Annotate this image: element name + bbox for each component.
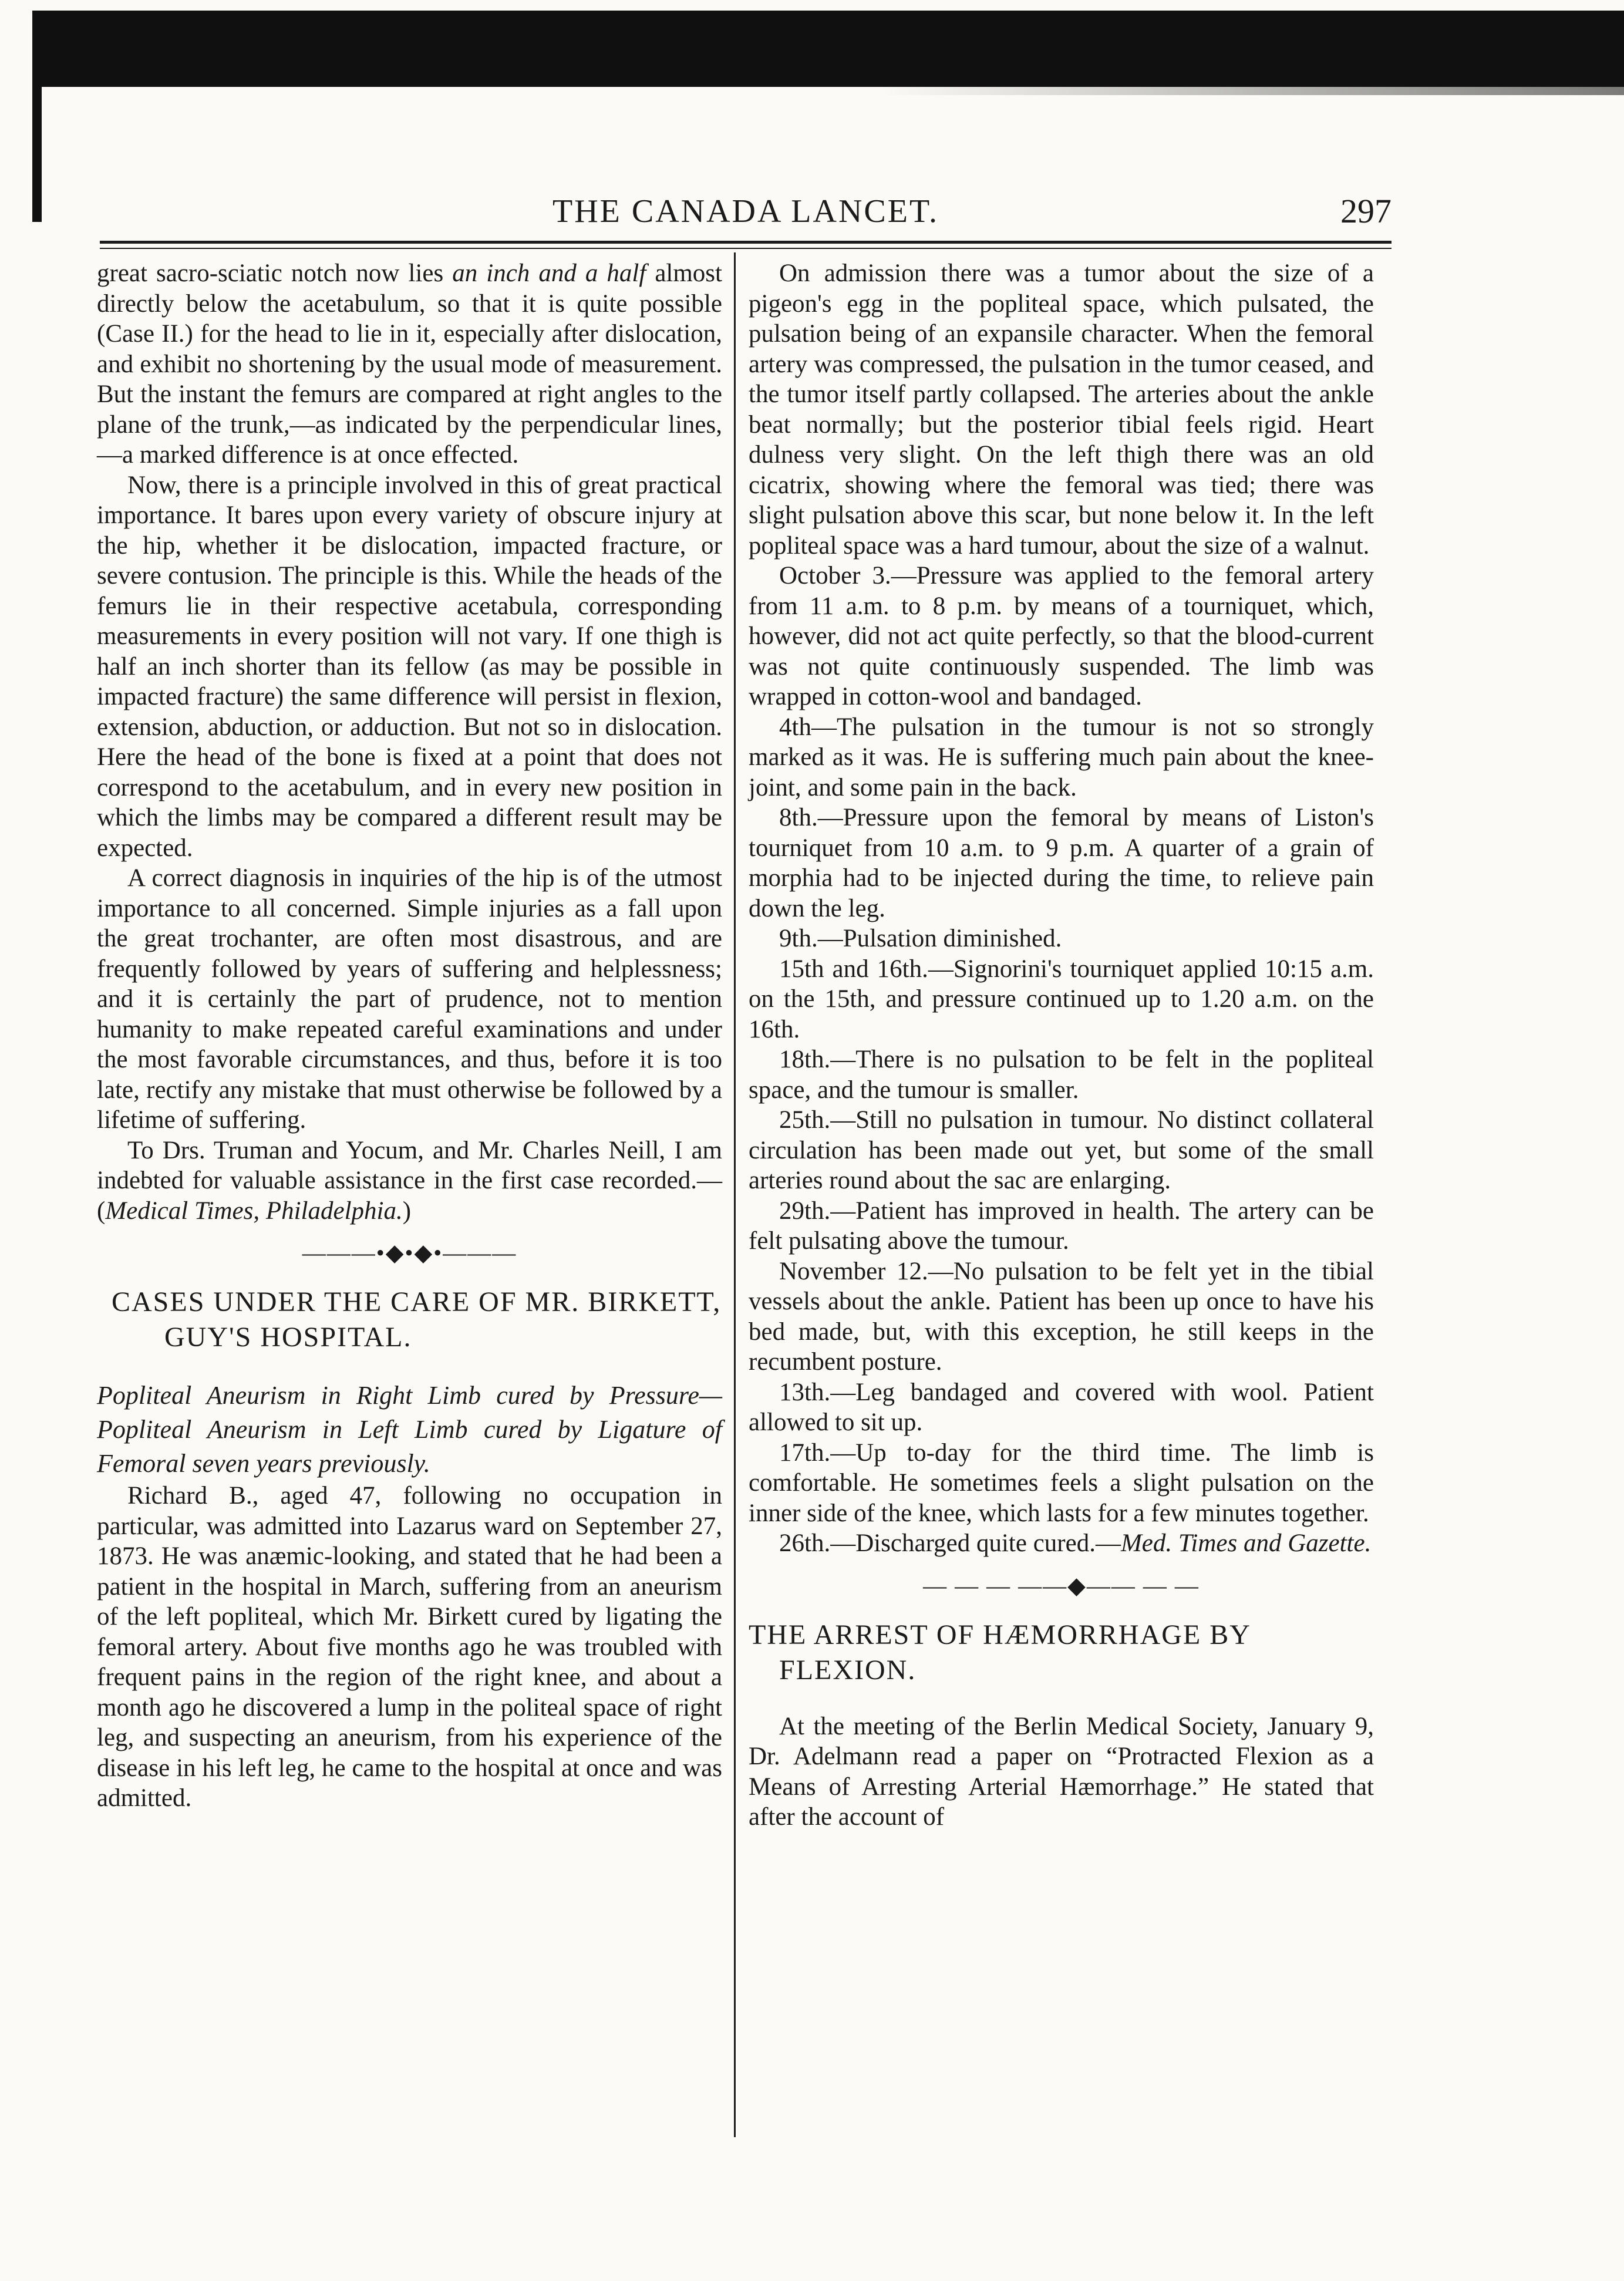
text-run: To Drs. Truman and Yocum, and Mr. Charles Neill, I am indebted for valuable assistance in the first case recorded.—( xyxy=(97,1136,722,1225)
paragraph xyxy=(749,712,1374,803)
text-run: 9th.—Pulsation diminished. xyxy=(779,925,1062,952)
text-run: Richard B., aged 47, following no occupation in particular, was admitted into Lazarus ward on September 27, 1873. He was anæmic-looking, and stated that he had been a patient in the hospital in March, suffering from an aneurism of the left popliteal, which Mr. Birkett cured by ligating the femoral artery. About five months ago he was troubled with frequent pains in the region of the right knee, and about a month ago he discovered a lump in the politeal space of right leg, and suspecting an aneurism, from his experience of the disease in his left leg, he came to the hospital at once and was admitted. xyxy=(97,1482,722,1812)
italic-text: an inch and a half xyxy=(452,260,646,287)
paragraph xyxy=(749,1528,1374,1559)
paragraph xyxy=(97,470,722,864)
text-run: 17th.—Up to-day for the third time. The limb is comfortable. He sometimes feels a slight pulsation on the inner side of the knee, which lasts for a few minutes together. xyxy=(749,1438,1374,1527)
text-run: On admission there was a tumor about the size of a pigeon's egg in the popliteal space, which pulsated, the pulsation being of an expansile character. When the femoral artery was compressed, the pulsation in the tumor ceased, and the tumor itself partly collapsed. The arteries about the ankle beat normally; but the posterior tibial feels rigid. Heart dulness very slight. On the left thigh there was an old cicatrix, showing where the femoral was tied; there was slight pulsation above this scar, but none below it. In the left popliteal space was a hard tumour, about the size of a walnut. xyxy=(749,260,1374,560)
right-column xyxy=(749,258,1374,1832)
text-run: 25th.—Still no pulsation in tumour. No distinct collateral circulation has been made out yet, but some of the small arteries round about the sac are enlarging. xyxy=(749,1106,1374,1194)
paragraph xyxy=(749,1711,1374,1832)
paragraph xyxy=(97,258,722,470)
paragraph xyxy=(749,954,1374,1045)
text-run: 4th—The pulsation in the tumour is not so strongly marked as it was. He is suffering much pain about the knee-joint, and some pain in the back. xyxy=(749,713,1374,801)
scan-left-edge xyxy=(32,87,42,222)
paragraph xyxy=(749,1196,1374,1256)
text-run: A correct diagnosis in inquiries of the hip is of the utmost importance to all concerned. Simple injuries as a fall upon the great trochanter, are often most disastrous, and are frequently followed by years of suffering and helplessness; and it is certainly the part of prudence, not to mention humanity to make repeated careful examinations and under the most favorable circumstances, and thus, before it is too late, rectify any mistake that must otherwise be followed by a lifetime of suffering. xyxy=(97,864,722,1134)
header-rule-thin xyxy=(100,248,1391,249)
scan-edge-fade xyxy=(881,87,1624,95)
section-ornament: — — — ——◆—— — — xyxy=(923,1572,1200,1599)
section-title: THE ARREST OF HÆMORRHAGE BY FLEXION. xyxy=(749,1619,1251,1686)
text-run: ) xyxy=(402,1197,412,1225)
running-head: THE CANADA LANCET. xyxy=(552,193,939,230)
text-run: 15th and 16th.—Signorini's tourniquet applied 10:15 a.m. on the 15th, and pressure continued up to 1.20 a.m. on the 16th. xyxy=(749,955,1374,1043)
paragraph xyxy=(97,1136,722,1227)
text-run: 26th.—Discharged quite cured.— xyxy=(779,1529,1121,1557)
text-run: At the meeting of the Berlin Medical Society, January 9, Dr. Adelmann read a paper on “Protracted Flexion as a Means of Arresting Arterial Hæmorrhage.” He stated that after the account of xyxy=(749,1712,1374,1831)
italic-text: Med. Times and Gazette. xyxy=(1120,1529,1372,1557)
paragraph xyxy=(749,1045,1374,1105)
column-divider xyxy=(734,252,736,2137)
text-run: almost directly below the acetabulum, so that it is quite possible (Case II.) for the head to lie in it, especially after dislocation, and exhibit no shortening by the usual mode of measurement. But the instant the femurs are compared at right angles to the plane of the trunk,—as indicated by the perpendicular lines,—a marked difference is at once effected. xyxy=(97,260,722,469)
page-header xyxy=(100,191,1391,238)
text-run: 29th.—Patient has improved in health. The artery can be felt pulsating above the tumour. xyxy=(749,1197,1374,1255)
text-run: Now, there is a principle involved in this of great practical importance. It bares upon every variety of obscure injury at the hip, whether it be dislocation, impacted fracture, or severe contusion. The principle is this. While the heads of the femurs lie in their respective acetabula, corresponding measurements in every position will not vary. If one thigh is half an inch shorter than its fellow (as may be possible in impacted fracture) the same difference will persist in flexion, extension, abduction, or adduction. But not so in dislocation. Here the head of the bone is fixed at a point that does not correspond to the acetabulum, and in every new position in which the limbs may be compared a different result may be expected. xyxy=(97,471,722,862)
text-run: 18th.—There is no pulsation to be felt in the popliteal space, and the tumour is smaller. xyxy=(749,1046,1374,1104)
text-run: 13th.—Leg bandaged and covered with wool. Patient allowed to sit up. xyxy=(749,1378,1374,1436)
paragraph xyxy=(749,803,1374,924)
page-number: 297 xyxy=(1340,192,1391,230)
text-run: 8th.—Pressure upon the femoral by means of Liston's tourniquet from 10 a.m. to 9 p.m. A quarter of a grain of morphia had to be injected during the time, to relieve pain down the leg. xyxy=(749,804,1374,922)
text-run: great sacro-sciatic notch now lies xyxy=(97,260,453,287)
paragraph xyxy=(749,924,1374,954)
header-rule-thick xyxy=(100,241,1391,244)
paragraph xyxy=(749,561,1374,712)
paragraph xyxy=(749,1105,1374,1196)
paragraph xyxy=(749,1438,1374,1529)
section-ornament: ———•◆•◆•——— xyxy=(302,1239,517,1266)
scan-top-edge xyxy=(32,11,1624,87)
paragraph xyxy=(749,258,1374,561)
left-column xyxy=(97,258,722,1814)
italic-text: Medical Times, Philadelphia. xyxy=(105,1197,403,1225)
paragraph xyxy=(749,1256,1374,1377)
paragraph xyxy=(749,1377,1374,1438)
section-title: CASES UNDER THE CARE OF MR. BIRKETT, GUY'S HOSPITAL. xyxy=(112,1286,722,1353)
paragraph xyxy=(97,1481,722,1814)
text-run: October 3.—Pressure was applied to the femoral artery from 11 a.m. to 8 p.m. by means of a tourniquet, which, however, did not act quite perfectly, so that the blood-current was not quite continuously suspended. The limb was wrapped in cotton-wool and bandaged. xyxy=(749,562,1374,710)
text-run: November 12.—No pulsation to be felt yet in the tibial vessels about the ankle. Patient has been up once to have his bed made, but, with this exception, he still keeps in the recumbent posture. xyxy=(749,1257,1374,1376)
article-subtitle: Popliteal Aneurism in Right Limb cured by Pressure—Popliteal Aneurism in Left Limb cured by Ligature of Femoral seven years previously. xyxy=(97,1381,722,1478)
paragraph xyxy=(97,863,722,1136)
